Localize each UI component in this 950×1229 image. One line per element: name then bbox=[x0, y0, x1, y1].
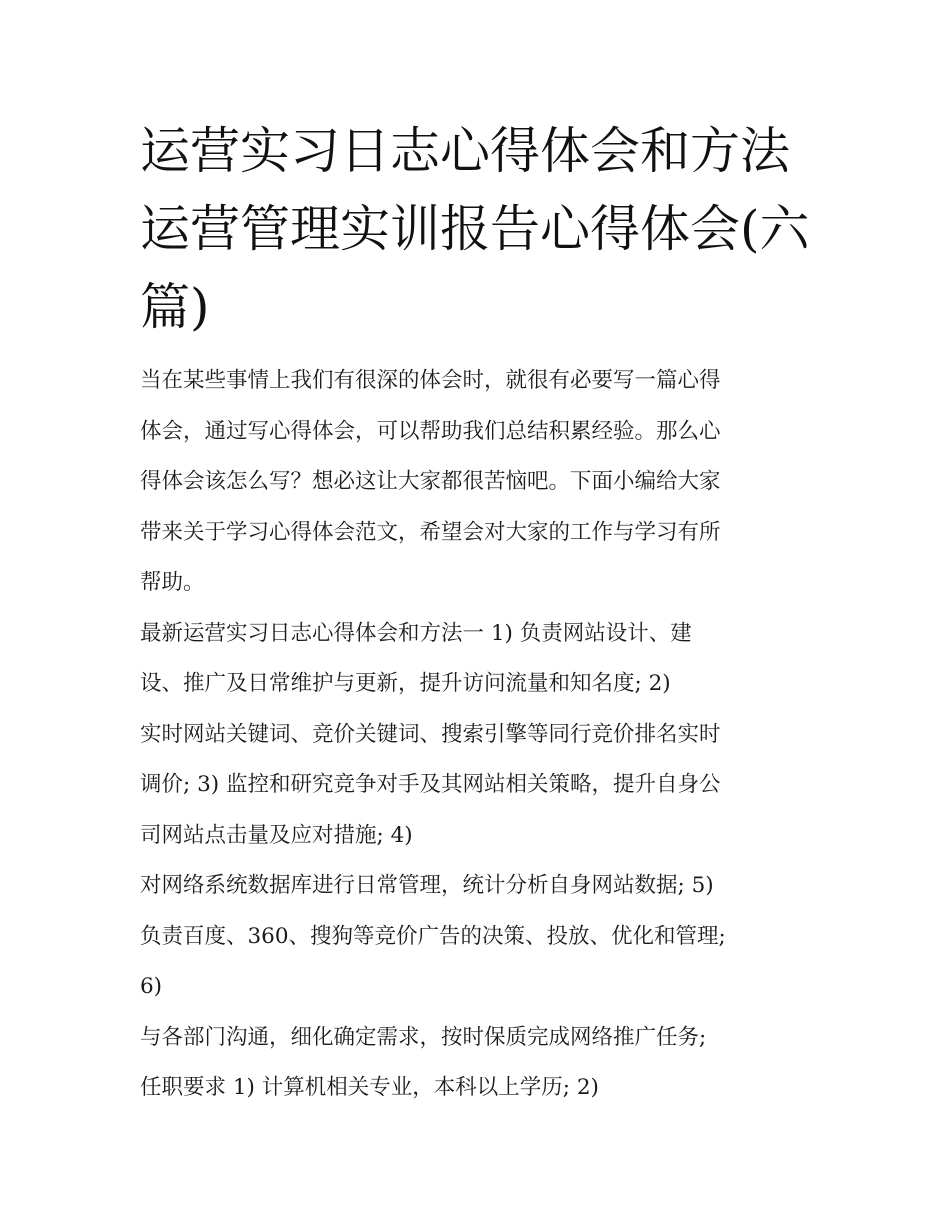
title-line: 运营实习日志心得体会和方法 bbox=[140, 122, 790, 180]
body-line: 帮助。 bbox=[140, 570, 205, 595]
body-line: 与各部门沟通，细化确定需求，按时保质完成网络推广任务; bbox=[140, 1024, 707, 1050]
body-line: 负责百度、360、搜狗等竞价广告的决策、投放、优化和管理; bbox=[140, 923, 726, 949]
body-line: 对网络系统数据库进行日常管理，统计分析自身网站数据; 5) bbox=[140, 873, 714, 898]
body-line: 得体会该怎么写？想必这让大家都很苦恼吧。下面小编给大家 bbox=[140, 469, 721, 494]
body-line: 当在某些事情上我们有很深的体会时，就很有必要写一篇心得 bbox=[140, 368, 721, 393]
document-title bbox=[140, 112, 820, 346]
title-line: 运营管理实训报告心得体会(六 bbox=[140, 200, 810, 258]
body-line: 调价; 3) 监控和研究竞争对手及其网站相关策略，提升自身公 bbox=[140, 772, 721, 797]
body-line: 实时网站关键词、竞价关键词、搜索引擎等同行竞价排名实时 bbox=[140, 721, 721, 747]
document-body bbox=[140, 356, 830, 1114]
title-line: 篇) bbox=[140, 278, 210, 336]
body-line: 设、推广及日常维护与更新，提升访问流量和知名度; 2) bbox=[140, 671, 671, 696]
body-line: 司网站点击量及应对措施; 4) bbox=[140, 822, 413, 848]
body-line: 最新运营实习日志心得体会和方法一 1) 负责网站设计、建 bbox=[140, 620, 692, 646]
body-line: 任职要求 1) 计算机相关专业，本科以上学历; 2) bbox=[140, 1075, 599, 1100]
body-line: 带来关于学习心得体会范文，希望会对大家的工作与学习有所 bbox=[140, 519, 721, 545]
body-line: 体会，通过写心得体会，可以帮助我们总结积累经验。那么心 bbox=[140, 418, 721, 444]
body-line: 6) bbox=[140, 974, 163, 999]
